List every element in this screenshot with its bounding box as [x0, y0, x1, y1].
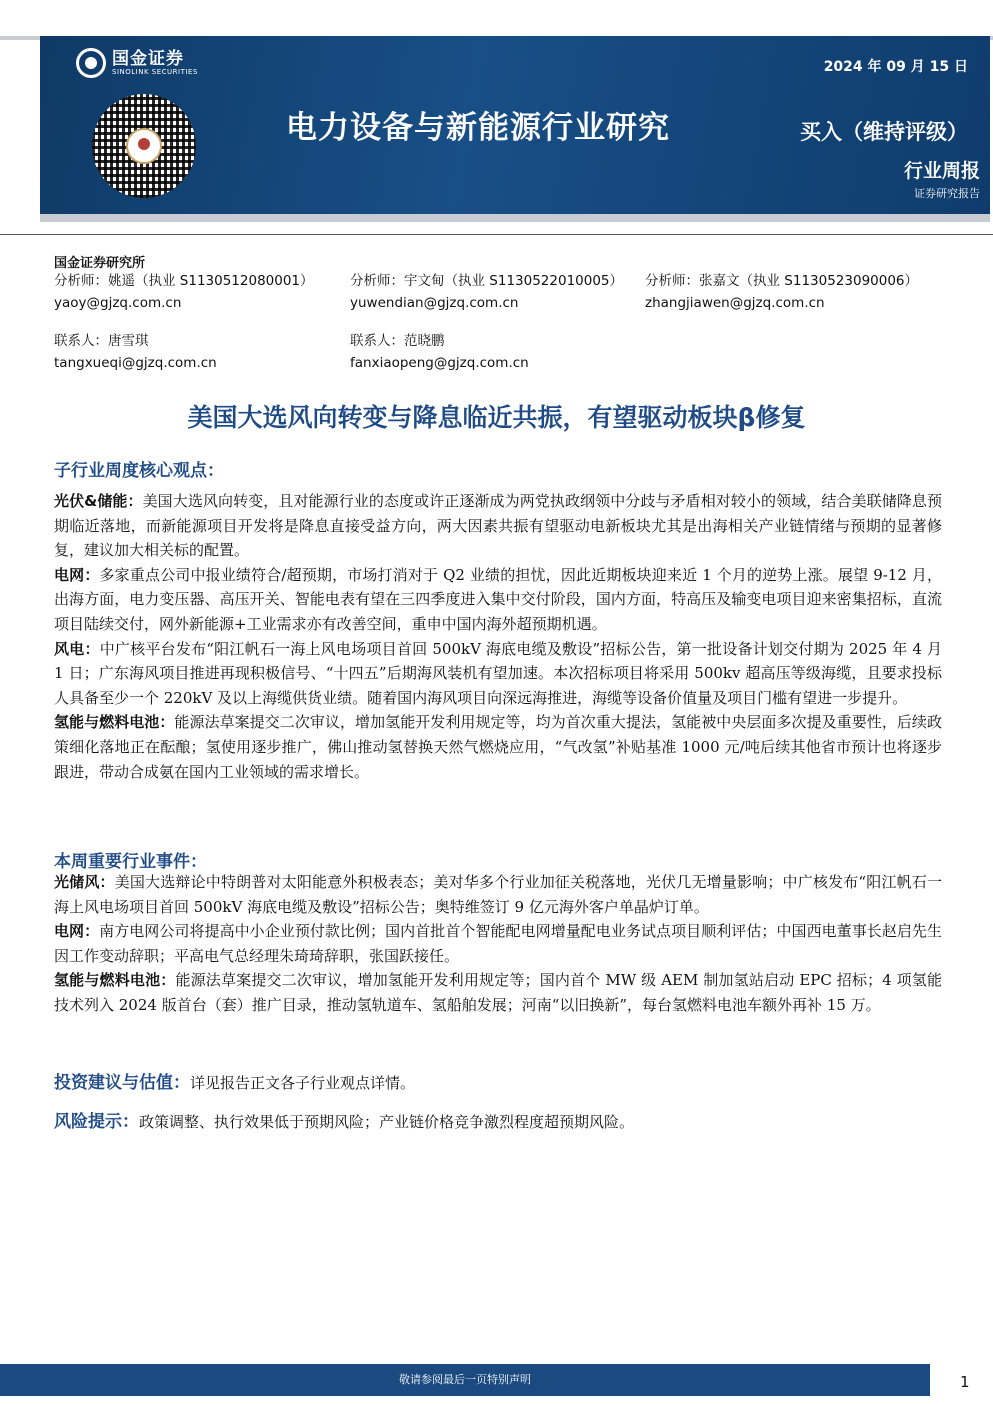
event-hydrogen-text: 能源法草案提交二次审议，增加氢能开发利用规定等；国内首个 MW 级 AEM 制加氢站启动 EPC 招标；4 项氢能技术列入 2024 版首台（套）推广目录，推动氢轨道车、氢船舶发展；河南“以旧换新”，每台氢燃料电池车额外再补 15 万。 [54, 971, 942, 1014]
contact-1-line: 联系人：唐雪琪 [54, 333, 149, 349]
analyst-3-email[interactable]: zhangjiawen@gjzq.com.cn [645, 295, 825, 311]
investment-text: 详见报告正文各子行业观点详情。 [190, 1074, 416, 1092]
event-grid-label: 电网： [54, 922, 100, 941]
analyst-1-email[interactable]: yaoy@gjzq.com.cn [54, 295, 182, 311]
core-view-hydrogen [54, 710, 942, 784]
analyst-2-email[interactable]: yuwendian@gjzq.com.cn [350, 295, 519, 311]
core-view-wind-label: 风电： [54, 639, 100, 658]
rating: 买入（维持评级） [800, 120, 968, 144]
core-view-grid-label: 电网： [54, 565, 100, 584]
risk-label: 风险提示： [54, 1112, 139, 1132]
analyst-1 [54, 270, 314, 314]
qr-code-icon [92, 94, 196, 198]
core-view-hydrogen-label: 氢能与燃料电池： [54, 713, 175, 732]
investment-advice [54, 1071, 942, 1096]
report-type: 行业周报 [903, 160, 980, 182]
footer-disclaimer: 敬请参阅最后一页特别声明 [0, 1364, 930, 1396]
main-title: 美国大选风向转变与降息临近共振，有望驱动板块β修复 [187, 403, 806, 432]
report-date: 2024 年 09 月 15 日 [823, 59, 968, 75]
investment-label: 投资建议与估值： [54, 1073, 190, 1093]
core-view-pv [54, 489, 942, 563]
event-pv-storage-wind [54, 870, 942, 919]
section-core-views-title: 子行业周度核心观点： [54, 461, 224, 481]
core-view-wind-text: 中广核平台发布“阳江帆石一海上风电场项目首回 500kV 海底电缆及敷设”招标公告，第一批设备计划交付期为 2025 年 4 月 1 日；广东海风项目推进再现积极信号、“十四五”后期海风装机有望加速。本次招标项目将采用 500kv 超高压等级海缆，且要求投标人具备至少一个 220kV 及以上海缆供货业绩。随着国内海风项目向深远海推进，海缆等设备价值量及项目门槛有望进一步提升。 [54, 639, 942, 707]
section-events-paragraphs [54, 870, 942, 1018]
event-pv-label: 光储风： [54, 873, 115, 891]
core-view-pv-label: 光伏&储能： [54, 492, 143, 510]
report-title: 电力设备与新能源行业研究 [286, 110, 670, 146]
event-grid-text: 南方电网公司将提高中小企业预付款比例；国内首批首个智能配电网增量配电业务试点项目顺利评估；中国西电董事长赵启先生因工作变动辞职；平高电气总经理朱琦琦辞职，张国跃接任。 [54, 922, 942, 965]
section-events-title: 本周重要行业事件： [54, 852, 207, 872]
report-header [40, 36, 990, 222]
core-view-grid [54, 563, 942, 637]
contact-1-email[interactable]: tangxueqi@gjzq.com.cn [54, 355, 217, 371]
section-core-views-paragraphs [54, 489, 942, 784]
header-divider [0, 234, 993, 235]
report-subtype: 证券研究报告 [914, 187, 980, 200]
logo-en: SINOLINK SECURITIES [112, 67, 198, 76]
analyst-2 [350, 270, 623, 314]
logo-mark-icon [76, 48, 106, 78]
event-hydrogen [54, 968, 942, 1017]
core-view-wind [54, 637, 942, 711]
company-logo [76, 48, 198, 78]
contact-2 [350, 330, 529, 374]
event-grid [54, 919, 942, 968]
risk-warning [54, 1110, 942, 1135]
core-view-hydrogen-text: 能源法草案提交二次审议，增加氢能开发利用规定等，均为首次重大提法，氢能被中央层面多次提及重要性，后续政策细化落地正在酝酿；氢使用逐步推广，佛山推动氢替换天然气燃烧应用，“气改氢”补贴基准 1000 元/吨后续其他省市预计也将逐步跟进，带动合成氨在国内工业领域的需求增长。 [54, 713, 942, 781]
analyst-2-line: 分析师：宇文甸（执业 S1130522010005） [350, 273, 624, 289]
core-view-pv-text: 美国大选风向转变，且对能源行业的态度或许正逐渐成为两党执政纲领中分歧与矛盾相对较小的领域，结合美联储降息预期临近落地，而新能源项目开发将是降息直接受益方向，两大因素共振有望驱动电新板块尤其是出海相关产业链情绪与预期的显著修复，建议加大相关标的配置。 [54, 492, 942, 560]
page-number: 1 [960, 1373, 970, 1391]
contact-1 [54, 330, 217, 374]
event-pv-text: 美国大选辩论中特朗普对太阳能意外积极表态；美对华多个行业加征关税落地，光伏几无增量影响；中广核发布“阳江帆石一海上风电场项目首回 500kV 海底电缆及敷设”招标公告；奥特维签订 9 亿元海外客户单晶炉订单。 [54, 873, 942, 916]
analyst-3 [645, 270, 918, 314]
analyst-3-line: 分析师：张嘉文（执业 S1130523090006） [645, 273, 919, 289]
core-view-grid-text: 多家重点公司中报业绩符合/超预期，市场打消对于 Q2 业绩的担忧，因此近期板块迎来近 1 个月的逆势上涨。展望 9-12 月，出海方面，电力变压器、高压开关、智能电表有望在三四季度进入集中交付阶段，国内方面，特高压及输变电项目迎来密集招标，直流项目陆续交付，网外新能源+工业需求亦有改善空间，重申中国内海外超预期机遇。 [54, 565, 942, 633]
event-hydrogen-label: 氢能与燃料电池： [54, 971, 176, 990]
risk-text: 政策调整、执行效果低于预期风险；产业链价格竞争激烈程度超预期风险。 [139, 1113, 635, 1131]
logo-cn: 国金证券 [112, 48, 184, 69]
contact-2-line: 联系人：范晓鹏 [350, 333, 445, 349]
institution: 国金证券研究所 [54, 256, 146, 271]
analyst-1-line: 分析师：姚遥（执业 S1130512080001） [54, 273, 314, 289]
contact-2-email[interactable]: fanxiaopeng@gjzq.com.cn [350, 355, 529, 371]
